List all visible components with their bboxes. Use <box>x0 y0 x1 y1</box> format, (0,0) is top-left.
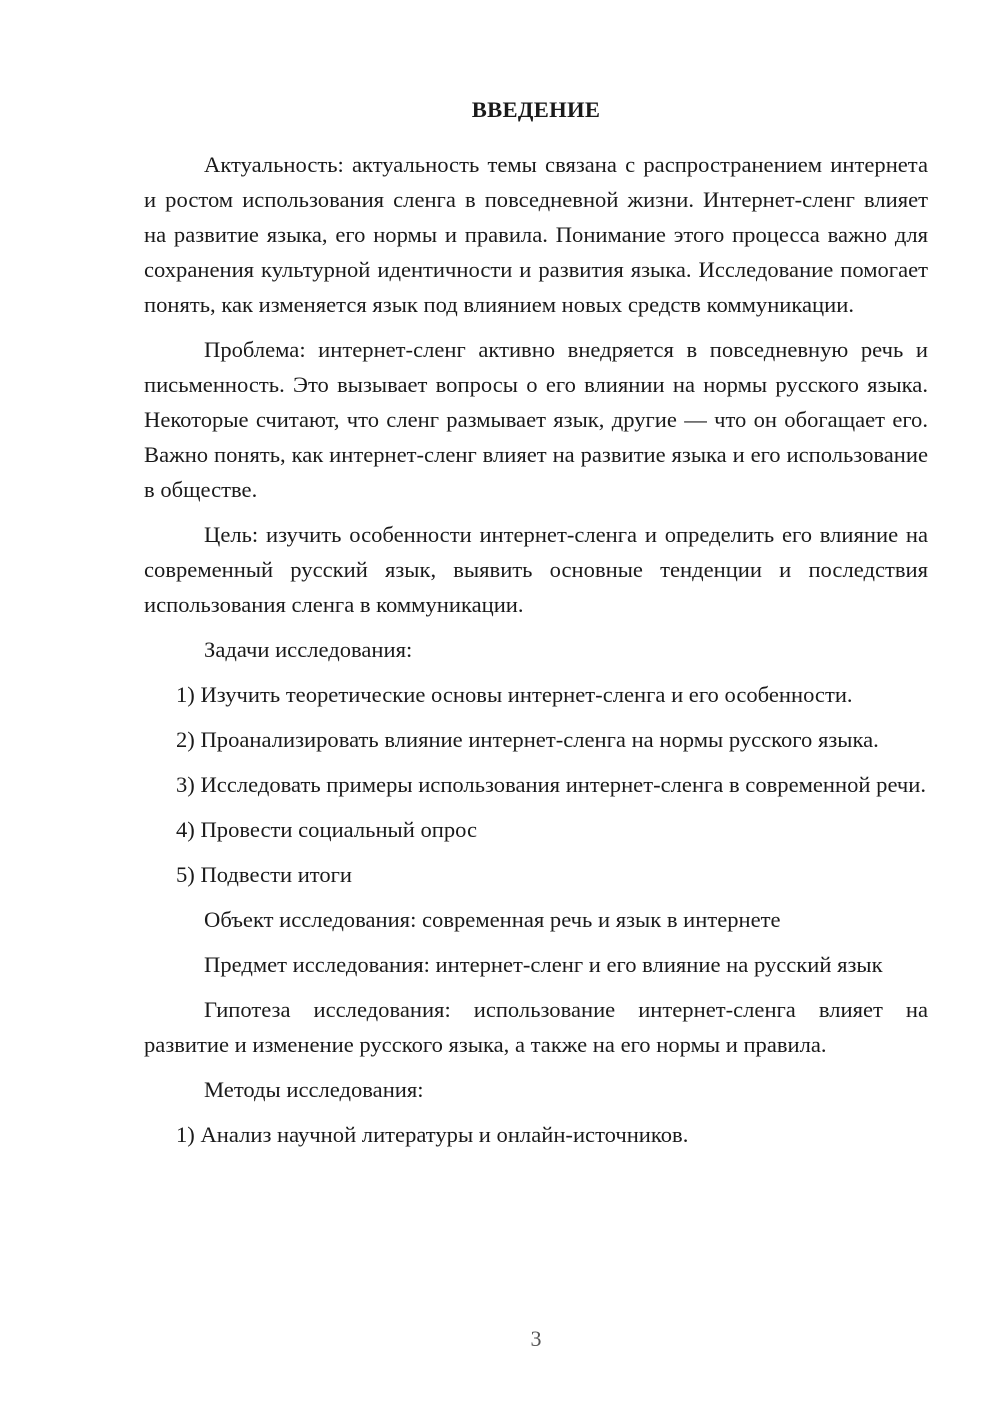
page-title: ВВЕДЕНИЕ <box>471 97 601 122</box>
methods-heading: Методы исследования: <box>204 1077 424 1102</box>
tasks-heading: Задачи исследования: <box>204 637 413 662</box>
task-item-3: 3) Исследовать примеры использования интернет-сленга в современной речи. <box>176 772 927 797</box>
paragraph-goal: Цель: изучить особенности интернет-сленга и определить его влияние на современный русский язык, выявить основные тенденции и последствия использования сленга в коммуникации. <box>144 522 928 617</box>
paragraph-hypothesis: Гипотеза исследования: использование интернет-сленга влияет на развитие и изменение русского языка, а также на его нормы и правила. <box>144 997 928 1057</box>
paragraph-subject: Предмет исследования: интернет-сленг и его влияние на русский язык <box>204 952 883 977</box>
document-page <box>144 92 928 1162</box>
paragraph-object: Объект исследования: современная речь и язык в интернете <box>204 907 781 932</box>
paragraph-relevance: Актуальность: актуальность темы связана с распространением интернета и ростом использования сленга в повседневной жизни. Интернет-сленг влияет на развитие языка, его нормы и правила. Понимание этого процесса важно для сохранения культурной идентичности и развития языка. Исследование помогает понять, как изменяется язык под влиянием новых средств коммуникации. <box>144 152 928 317</box>
task-item-4: 4) Провести социальный опрос <box>176 817 478 842</box>
method-item-1: 1) Анализ научной литературы и онлайн-источников. <box>176 1122 689 1147</box>
task-item-5: 5) Подвести итоги <box>176 862 353 887</box>
task-item-2: 2) Проанализировать влияние интернет-сленга на нормы русского языка. <box>176 727 879 752</box>
paragraph-problem: Проблема: интернет-сленг активно внедряется в повседневную речь и письменность. Это вызывает вопросы о его влиянии на нормы русского языка. Некоторые считают, что сленг размывает язык, другие — что он обогащает его. Важно понять, как интернет-сленг влияет на развитие языка и его использование в обществе. <box>144 337 928 502</box>
task-item-1: 1) Изучить теоретические основы интернет-сленга и его особенности. <box>176 682 853 707</box>
page-number: 3 <box>530 1326 542 1351</box>
